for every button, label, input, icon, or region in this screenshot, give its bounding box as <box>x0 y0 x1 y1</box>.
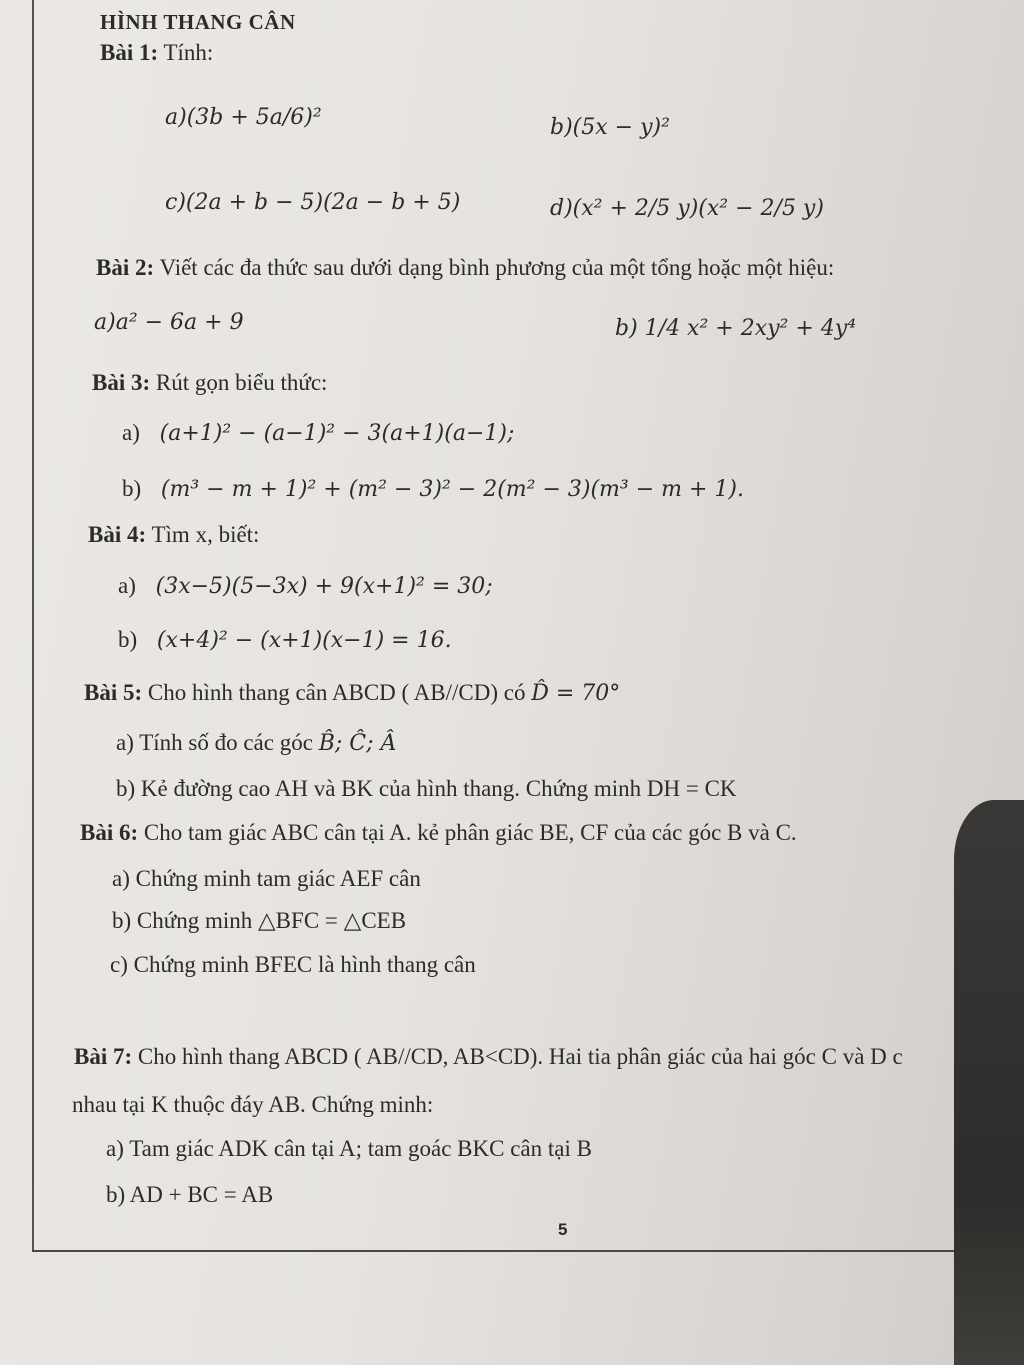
bai1-c: c)(2a + b − 5)(2a − b + 5) <box>165 190 461 215</box>
bai4-line <box>88 522 259 548</box>
bai1-d: d)(x² + 2/5 y)(x² − 2/5 y) <box>550 196 824 221</box>
bai3-a-expr: (a+1)² − (a−1)² − 3(a+1)(a−1); <box>159 421 515 446</box>
bai5-a-angles: B̂; Ĉ; Â <box>318 731 397 756</box>
bai6-text: Cho tam giác ABC cân tại A. kẻ phân giác BE, CF của các góc B và C. <box>143 820 797 845</box>
bai6-b: b) Chứng minh △BFC = △CEB <box>112 908 407 933</box>
bai7-line <box>74 1044 903 1070</box>
bai3-line <box>92 370 327 396</box>
bai5-a-row <box>116 730 396 756</box>
bai4-b-row <box>118 627 452 653</box>
bai2-heading: Bài 2: <box>96 255 155 280</box>
left-margin-line <box>32 0 34 1252</box>
bai7-b: b) AD + BC = AB <box>106 1182 274 1207</box>
bai3-a-label: a) <box>122 420 140 445</box>
bai2-b: b) 1/4 x² + 2xy² + 4y⁴ <box>615 316 857 341</box>
bai2-text: Viết các đa thức sau dưới dạng bình phương của một tổng hoặc một hiệu: <box>159 255 835 280</box>
bai6-c: c) Chứng minh BFEC là hình thang cân <box>110 952 476 977</box>
bai1-a: a)(3b + 5a/6)² <box>165 105 322 130</box>
bai6-a: a) Chứng minh tam giác AEF cân <box>112 866 421 891</box>
bai4-heading: Bài 4: <box>88 522 147 547</box>
bai1-heading: Bài 1: <box>100 40 159 65</box>
bai6-heading: Bài 6: <box>80 820 139 845</box>
bai5-a-text: a) Tính số đo các góc <box>116 730 313 755</box>
bai1-text: Tính: <box>163 40 214 65</box>
bai5-line <box>84 680 620 706</box>
bai7-a: a) Tam giác ADK cân tại A; tam goác BKC cân tại B <box>106 1136 592 1161</box>
bai4-a-expr: (3x−5)(5−3x) + 9(x+1)² = 30; <box>155 574 493 599</box>
bai7-heading: Bài 7: <box>74 1044 133 1069</box>
bai3-heading: Bài 3: <box>92 370 151 395</box>
bai6-line <box>80 820 797 846</box>
page-number: 5 <box>558 1220 568 1239</box>
bai4-a-row <box>118 573 493 599</box>
bai4-b-expr: (x+4)² − (x+1)(x−1) = 16. <box>156 628 452 653</box>
bai1-line <box>100 40 213 66</box>
bai4-a-label: a) <box>118 573 136 598</box>
bai3-b-row <box>122 476 744 502</box>
bai3-a-row <box>122 420 514 446</box>
bai7-text2: nhau tại K thuộc đáy AB. Chứng minh: <box>72 1092 434 1117</box>
bai5-heading: Bài 5: <box>84 680 143 705</box>
bai3-text: Rút gọn biểu thức: <box>155 370 328 395</box>
bottom-border-line <box>32 1250 1024 1252</box>
bai1-b: b)(5x − y)² <box>550 115 670 140</box>
bai5-angle: D̂ = 70° <box>531 681 621 706</box>
hand-shadow <box>954 800 1024 1365</box>
bai2-a: a)a² − 6a + 9 <box>94 310 244 335</box>
bai2-line <box>96 255 834 281</box>
bai3-b-expr: (m³ − m + 1)² + (m² − 3)² − 2(m² − 3)(m³ − m + 1). <box>160 477 745 502</box>
bai4-text: Tìm x, biết: <box>151 522 260 547</box>
bai4-b-label: b) <box>118 627 138 652</box>
bai5-text: Cho hình thang cân ABCD ( AB//CD) có <box>147 680 526 705</box>
bai7-text: Cho hình thang ABCD ( AB//CD, AB<CD). Hai tia phân giác của hai góc C và D c <box>137 1044 903 1069</box>
bai5-b: b) Kẻ đường cao AH và BK của hình thang. Chứng minh DH = CK <box>116 776 737 801</box>
bai3-b-label: b) <box>122 476 142 501</box>
page-title: HÌNH THANG CÂN <box>100 10 296 34</box>
